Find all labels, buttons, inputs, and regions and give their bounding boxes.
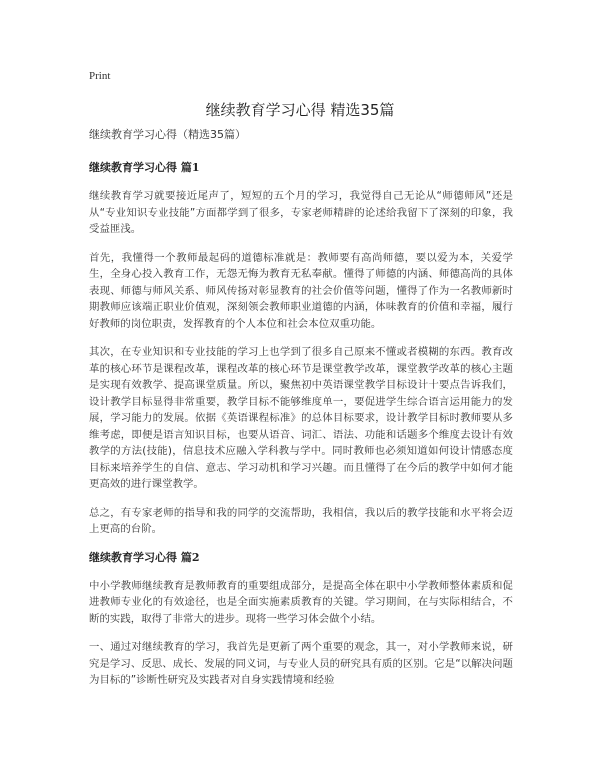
section-heading: 继续教育学习心得 篇2 — [89, 550, 200, 564]
paragraph: 首先，我懂得一个教师最起码的道德标准就是：教师要有高尚师德，要以爱为本，关爱学生，全身心投入教育工作，无怨无悔为教育无私奉献。懂得了师德的内涵、师德高尚的具体表现、师德与师风关系、师风传扬对彰显教育的社会价值等问题，懂得了作为一名教师新时期教师应该端正职业价值观，深刻领会教师职业道德的内涵，体味教育的价值和幸福，履行好教师的岗位职责，发挥教育的个人本位和社会本位双重功能。 — [89, 251, 513, 330]
paragraph: 其次，在专业知识和专业技能的学习上也学到了很多自己原来不懂或者模糊的东西。教育改革的核心环节是课程改革，课程改革的核心环节是课堂教学改革，课堂教学改革的核心主题是实现有效教学、提高课堂质量。所以，聚焦初中英语课堂教学目标设计十要点告诉我们，设计教学目标显得非常重要，教学目标不能够维度单一，要促进学生综合语言运用能力的发展，学习能力的发展。依据《英语课程标准》的总体目标要求，设计教学目标时教师要从多维考虑，即便是语言知识目标，也要从语音、词汇、语法、功能和话题多个维度去设计有效教学的方法(技能)，信息技术应融入学科教与学中。同时教师也必须知道如何设计情感态度目标来培养学生的自信、意志、学习动机和学习兴趣。而且懂得了在今后的教学中如何才能更高效的进行课堂教学。 — [89, 346, 513, 490]
section-heading: 继续教育学习心得 篇1 — [89, 161, 200, 174]
print-label[interactable]: Print — [89, 70, 111, 82]
paragraph: 继续教育学习就要接近尾声了，短短的五个月的学习，我觉得自己无论从“师德师风”还是从“专业知识专业技能”方面都学到了很多，专家老师精辟的论述给我留下了深刻的印象，我受益匪浅。 — [89, 190, 513, 235]
paragraph: 一、通过对继续教育的学习，我首先是更新了两个重要的观念，其一，对小学教师来说，研究是学习、反思、成长、发展的同义词，与专业人员的研究具有质的区别。它是“以解决问题为目标的”诊断性研究及实践者对自身实践情境和经验 — [89, 641, 513, 686]
document-subtitle: 继续教育学习心得（精选35篇） — [89, 128, 246, 141]
paragraph: 中小学教师继续教育是教师教育的重要组成部分，是提高全体在职中小学教师整体素质和促进教师专业化的有效途径，也是全面实施素质教育的关键。学习期间，在与实际相结合，不断的实践，取得了非常大的进步。现将一些学习体会做个小结。 — [89, 579, 513, 625]
document-content — [89, 127, 513, 701]
document-title: 继续教育学习心得 精选35篇 — [205, 101, 395, 119]
paragraph: 总之，有专家老师的指导和我的同学的交流帮助，我相信，我以后的教学技能和水平将会迈上更高的台阶。 — [89, 506, 513, 535]
